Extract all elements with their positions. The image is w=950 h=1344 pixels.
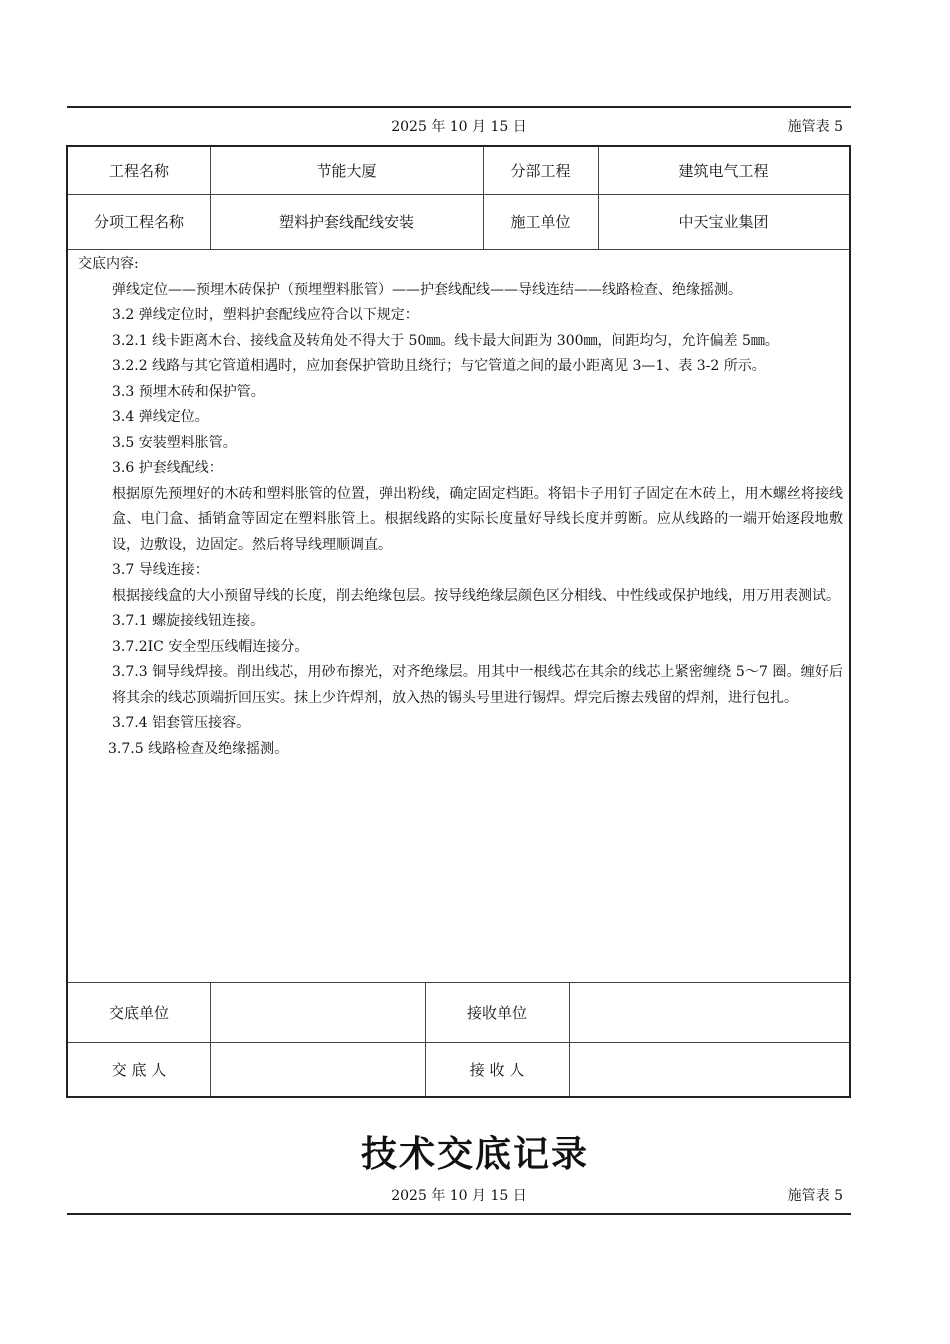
content-line: 3.7.5 线路检查及绝缘摇测。 (108, 740, 289, 757)
document-title: 技术交底记录 (360, 1134, 589, 1175)
content-line: 3.6 护套线配线： (112, 460, 223, 476)
contractor-label: 施工单位 (510, 213, 571, 231)
content-heading: 交底内容: (78, 256, 139, 272)
top-date: 2025 年 10 月 15 日 (391, 119, 527, 135)
content-line: 3.7.4 铝套管压接容。 (112, 715, 251, 731)
project-name-value: 节能大厦 (316, 162, 377, 180)
content-line: 3.7 导线连接： (112, 562, 209, 578)
top-header-meta (67, 116, 851, 138)
issuing-unit-label: 交底单位 (108, 1003, 169, 1022)
receiver-field[interactable] (569, 1042, 849, 1096)
content-line: 3.5 安装塑料胀管。 (112, 434, 237, 451)
content-line: 3.4 弹线定位。 (112, 409, 209, 425)
receiving-unit-label: 接收单位 (466, 1003, 527, 1022)
contractor-value: 中天宝业集团 (678, 213, 769, 231)
footer-form-code: 施管表 5 (787, 1188, 843, 1204)
issuer-field[interactable] (210, 1042, 425, 1096)
issuer-label: 交 底 人 (111, 1060, 167, 1079)
footer-header-meta (67, 1185, 851, 1207)
top-form-code: 施管表 5 (787, 119, 843, 135)
division-value: 建筑电气工程 (678, 162, 769, 180)
disclosure-content (78, 252, 843, 762)
project-name-label: 工程名称 (108, 162, 169, 180)
grid-line (68, 249, 849, 250)
issuing-unit-field[interactable] (210, 982, 425, 1042)
content-line: 3.3 预埋木砖和保护管。 (112, 383, 265, 400)
footer-date: 2025 年 10 月 15 日 (391, 1188, 527, 1204)
top-rule (67, 106, 851, 108)
content-line: 根据接线盒的大小预留导线的长度，削去绝缘包层。按导线绝缘层颜色区分相线、中性线或保护地线，用万用表测试。 (112, 587, 840, 604)
receiver-label: 接 收 人 (469, 1060, 525, 1079)
receiving-unit-field[interactable] (569, 982, 849, 1042)
subitem-value: 塑料护套线配线安装 (278, 213, 414, 231)
subitem-label: 分项工程名称 (93, 213, 184, 231)
content-line: 3.7.1 螺旋接线钮连接。 (112, 613, 265, 629)
content-line: 根据原先预埋好的木砖和塑料胀管的位置，弹出粉线，确定固定档距。将铝卡子用钉子固定在木砖上，用木螺丝将接线盒、电门盒、插销盒等固定在塑料胀管上。根据线路的实际长度量好导线长度并剪断。应从线路的一端开始逐段地敷设，边敷设，边固定。然后将导线理顺调直。 (112, 485, 843, 553)
bottom-rule (67, 1213, 851, 1215)
content-line: 3.2.1 线卡距离木台、接线盒及转角处不得大于 50㎜。线卡最大间距为 300㎜，间距均匀，允许偏差 5㎜。 (112, 332, 779, 349)
record-sheet (66, 145, 851, 1098)
content-line: 3.2.2 线路与其它管道相遇时，应加套保护管助且绕行；与它管道之间的最小距离见 3—1、表 3-2 所示。 (112, 358, 766, 374)
content-line: 弹线定位——预埋木砖保护（预埋塑料胀管）——护套线配线——导线连结——线路检查、绝缘摇测。 (112, 281, 742, 298)
content-line: 3.7.3 铜导线焊接。削出线芯，用砂布擦光，对齐绝缘层。用其中一根线芯在其余的线芯上紧密缠绕 5～7 圈。缠好后将其余的线芯顶端折回压实。抹上少许焊剂，放入热的锡头号里进行锡焊。焊完后擦去残留的焊剂，进行包扎。 (112, 664, 843, 706)
content-line: 3.2 弹线定位时，塑料护套配线应符合以下规定： (112, 307, 419, 323)
content-line: 3.7.2IC 安全型压线帽连接分。 (112, 638, 309, 655)
division-label: 分部工程 (510, 162, 571, 180)
